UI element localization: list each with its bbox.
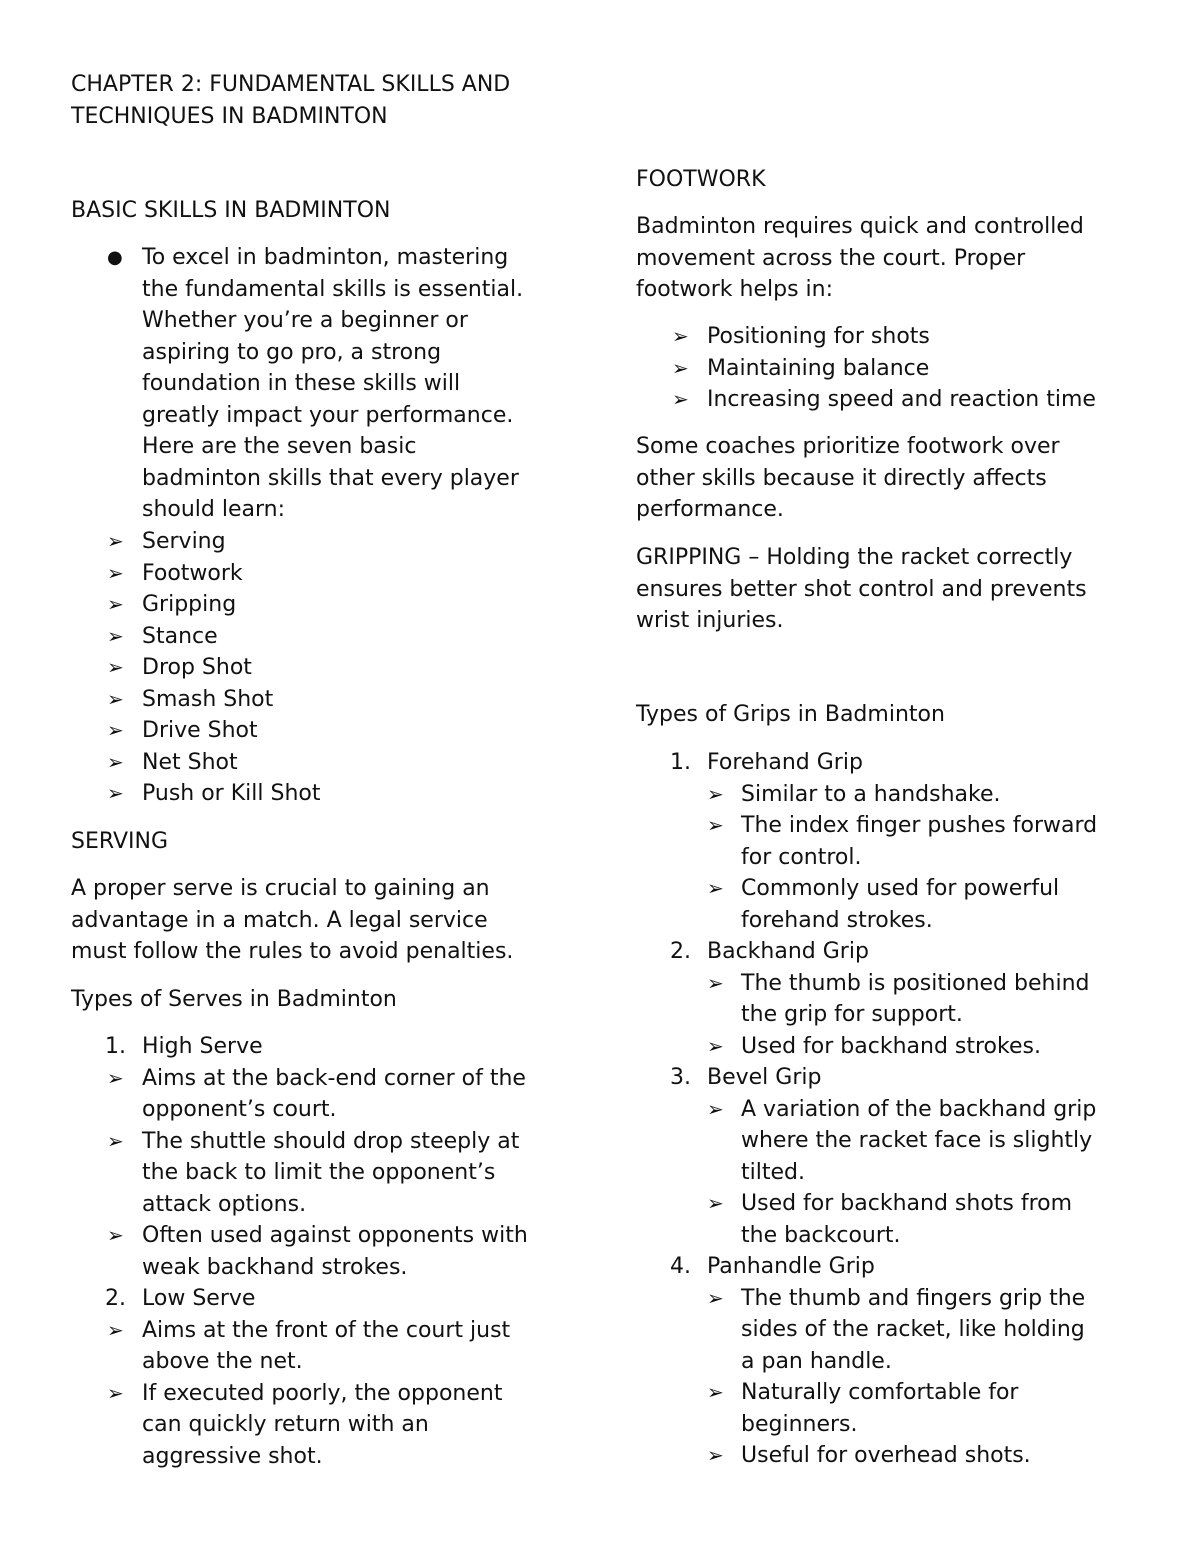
arrow-bullet-icon: ➢ [707,1380,724,1404]
arrow-bullet-icon: ➢ [672,324,689,348]
footwork-paragraph-2 [636,431,1060,526]
list-item: ➢ Net Shot [71,747,320,779]
paragraph-line: Some coaches prioritize footwork over [636,434,1060,459]
intro-line: the fundamental skills is essential. [142,276,524,302]
list-item: ➢ Push or Kill Shot [71,778,320,810]
list-item: ➢ Naturally comfortable for beginners. [636,1377,1097,1440]
serve-types-heading: Types of Serves in Badminton [71,987,397,1012]
item-title: Panhandle Grip [707,1254,875,1279]
item-number: 3. [670,1065,691,1090]
paragraph-line: other skills because it directly affects [636,465,1047,491]
intro-line: foundation in these skills will [142,371,461,396]
paragraph-line: footwork helps in: [636,277,834,302]
grip-types-heading: Types of Grips in Badminton [636,702,945,727]
arrow-bullet-icon: ➢ [672,355,689,380]
list-item: ➢ Aims at the back-end corner of the opponent’s court. [71,1063,528,1126]
list-item: ➢ Serving [71,526,320,558]
footwork-heading: FOOTWORK [636,167,766,192]
footwork-benefits-list [636,321,1096,416]
item-number: 2. [670,939,691,964]
list-item: ➢ Gripping [71,589,320,621]
numbered-item [636,747,1097,779]
arrow-bullet-icon: ➢ [107,1065,124,1090]
list-item: ➢ Aims at the front of the court just above the net. [71,1315,528,1378]
numbered-item [636,1251,1097,1283]
chapter-title [71,69,510,132]
paragraph-line: Badminton requires quick and controlled [636,214,1084,239]
list-item: ➢ The shuttle should drop steeply at the back to limit the opponent’s attack options. [71,1126,528,1221]
list-item: ➢ The index finger pushes forward for control. [636,810,1097,873]
list-item: ➢ The thumb and fingers grip the sides of the racket, like holding a pan handle. [636,1283,1097,1378]
footwork-paragraph [636,211,1084,306]
arrow-bullet-icon: ➢ [107,1317,124,1342]
arrow-bullet-icon: ➢ [107,560,124,585]
paragraph-line: A proper serve is crucial to gaining an [71,876,490,901]
intro-line: should learn: [142,497,286,522]
grip-types-list [636,747,1097,1472]
list-item: ➢ Positioning for shots [636,321,1096,353]
item-number: 2. [105,1286,126,1311]
arrow-bullet-icon: ➢ [107,718,124,742]
item-number: 1. [670,750,691,775]
paragraph-line: advantage in a match. A legal service [71,907,488,933]
arrow-bullet-icon: ➢ [107,749,124,774]
arrow-bullet-icon: ➢ [707,781,724,806]
bullet-dot-icon: ● [107,247,123,268]
list-item: ➢ Used for backhand strokes. [636,1031,1097,1063]
list-item: ➢ Increasing speed and reaction time [636,384,1096,416]
list-item: ➢ The thumb is positioned behind the grip for support. [636,968,1097,1031]
arrow-bullet-icon: ➢ [707,1443,724,1467]
arrow-bullet-icon: ➢ [707,1033,724,1058]
numbered-item [71,1283,528,1315]
item-number: 1. [105,1034,126,1059]
intro-line: badminton skills that every player [142,465,519,491]
list-item: ➢ Used for backhand shots from the backcourt. [636,1188,1097,1251]
item-number: 4. [670,1254,691,1279]
paragraph-line: performance. [636,497,784,522]
list-item: ➢ Footwork [71,558,320,590]
arrow-bullet-icon: ➢ [707,970,724,995]
intro-line: greatly impact your performance. [142,402,514,428]
arrow-bullet-icon: ➢ [107,1380,124,1405]
list-item: ➢ Drop Shot [71,652,320,684]
list-item: ➢ Drive Shot [71,715,320,747]
intro-line: Here are the seven basic [142,434,417,459]
paragraph-line: must follow the rules to avoid penalties. [71,939,514,964]
list-item: ➢ A variation of the backhand grip where the racket face is slightly tilted. [636,1094,1097,1189]
intro-line: Whether you’re a beginner or [142,308,468,333]
item-title: Bevel Grip [707,1065,822,1090]
arrow-bullet-icon: ➢ [707,1096,724,1121]
item-title: Forehand Grip [707,750,863,775]
arrow-bullet-icon: ➢ [107,592,124,616]
arrow-bullet-icon: ➢ [107,655,124,679]
arrow-bullet-icon: ➢ [672,387,689,411]
item-title: Low Serve [142,1286,256,1311]
serving-paragraph [71,873,513,968]
gripping-paragraph [636,542,1087,637]
arrow-bullet-icon: ➢ [107,781,124,805]
skills-list [71,526,320,810]
numbered-item [636,1062,1097,1094]
chapter-title-line: TECHNIQUES IN BADMINTON [71,103,388,129]
paragraph-line: wrist injuries. [636,608,784,633]
list-item: ➢ Smash Shot [71,684,320,716]
list-item: ➢ Stance [71,621,320,653]
list-item: ➢ Often used against opponents with weak backhand strokes. [71,1220,528,1283]
serving-heading: SERVING [71,829,168,854]
list-item: ➢ Useful for overhead shots. [636,1440,1097,1472]
basic-skills-intro [71,242,523,526]
arrow-bullet-icon: ➢ [707,1285,724,1310]
intro-line: To excel in badminton, mastering [142,245,509,270]
list-item: ➢ Commonly used for powerful forehand strokes. [636,873,1097,936]
arrow-bullet-icon: ➢ [107,1128,124,1153]
arrow-bullet-icon: ➢ [107,529,124,553]
arrow-bullet-icon: ➢ [107,623,124,648]
arrow-bullet-icon: ➢ [707,876,724,900]
item-title: Backhand Grip [707,939,869,964]
list-item: ➢ Similar to a handshake. [636,779,1097,811]
arrow-bullet-icon: ➢ [707,1191,724,1215]
arrow-bullet-icon: ➢ [107,1223,124,1247]
basic-skills-heading: BASIC SKILLS IN BADMINTON [71,198,391,223]
numbered-item [71,1031,528,1063]
intro-line: aspiring to go pro, a strong [142,339,442,365]
list-item: ➢ Maintaining balance [636,353,1096,385]
paragraph-line: GRIPPING – Holding the racket correctly [636,545,1073,570]
serve-types-list [71,1031,528,1472]
paragraph-line: movement across the court. Proper [636,245,1026,271]
chapter-title-line: CHAPTER 2: FUNDAMENTAL SKILLS AND [71,72,511,97]
numbered-item [636,936,1097,968]
list-item: ➢ If executed poorly, the opponent can quickly return with an aggressive shot. [71,1378,528,1473]
arrow-bullet-icon: ➢ [707,813,724,837]
paragraph-line: ensures better shot control and prevents [636,576,1087,602]
item-title: High Serve [142,1034,263,1059]
arrow-bullet-icon: ➢ [107,686,124,711]
